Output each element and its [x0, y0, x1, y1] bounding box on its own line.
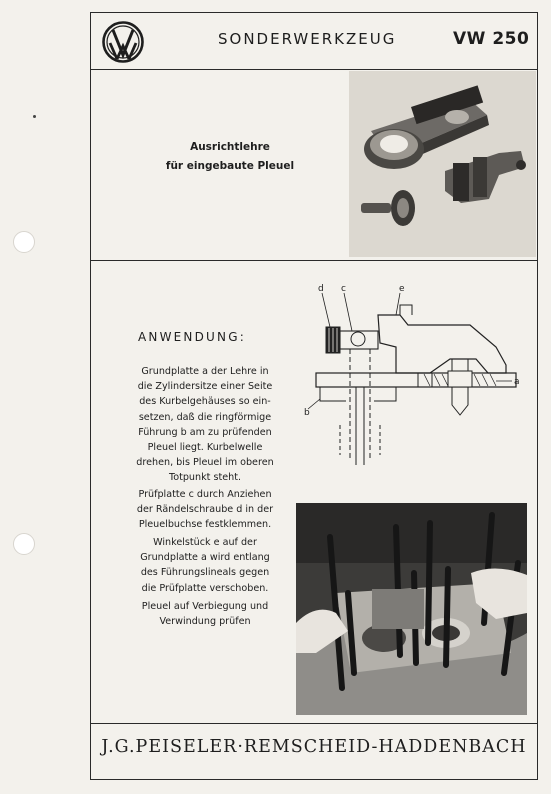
drawing-label-a: a: [514, 377, 520, 387]
text-line: Grundplatte a wird entlang: [140, 552, 270, 564]
text-line: die Prüfplatte verschoben.: [141, 582, 269, 594]
footer-divider: [90, 723, 538, 724]
usage-photo: [296, 503, 527, 715]
header-title: SONDERWERKZEUG: [218, 30, 397, 48]
usage-paragraph-4: [110, 599, 300, 629]
header-divider: [90, 69, 538, 70]
text-line: des Kurbelgehäuses so ein-: [139, 396, 271, 408]
text-line: drehen, bis Pleuel im oberen: [136, 457, 274, 469]
text-line: Winkelstück e auf der: [153, 537, 257, 548]
drawing-label-c: c: [341, 284, 346, 294]
punch-hole-top: [13, 231, 35, 253]
text-line: Totpunkt steht.: [168, 472, 242, 484]
text-line: der Rändelschraube d in der: [136, 504, 274, 516]
drawing-label-b: b: [304, 408, 310, 418]
tool-name-line-1: Ausrichtlehre: [190, 141, 270, 153]
text-line: die Zylindersitze einer Seite: [137, 381, 273, 393]
text-line: Pleuel liegt. Kurbelwelle: [147, 442, 263, 454]
text-line: Grundplatte a der Lehre in: [141, 366, 269, 377]
technical-drawing: [300, 275, 538, 473]
paper-speck: [33, 115, 36, 118]
text-line: Pleuelbuchse festklemmen.: [138, 519, 272, 531]
text-line: Verwindung prüfen: [159, 616, 251, 628]
text-line: Prüfplatte c durch Anziehen: [138, 489, 272, 500]
usage-paragraph-2: [110, 487, 300, 533]
usage-paragraph-3: [110, 535, 300, 596]
model-number: VW 250: [453, 29, 530, 49]
publisher-footer: J.G.PEISELER·REMSCHEID-HADDENBACH: [101, 737, 527, 757]
drawing-label-d: d: [318, 284, 324, 294]
vw-logo-icon: [102, 21, 144, 63]
drawing-label-e: e: [399, 284, 405, 294]
tool-name-line-2: für eingebaute Pleuel: [165, 160, 295, 172]
tool-name: [150, 138, 310, 176]
text-line: Pleuel auf Verbiegung und: [141, 601, 269, 612]
usage-heading: ANWENDUNG:: [138, 330, 246, 344]
usage-paragraph-1: [110, 364, 300, 486]
text-line: des Führungslineals gegen: [140, 567, 270, 579]
tool-photo: [349, 71, 536, 257]
section-divider: [90, 260, 538, 261]
text-line: setzen, daß die ringförmige: [138, 411, 272, 423]
text-line: Führung b am zu prüfenden: [138, 426, 272, 438]
punch-hole-bottom: [13, 533, 35, 555]
